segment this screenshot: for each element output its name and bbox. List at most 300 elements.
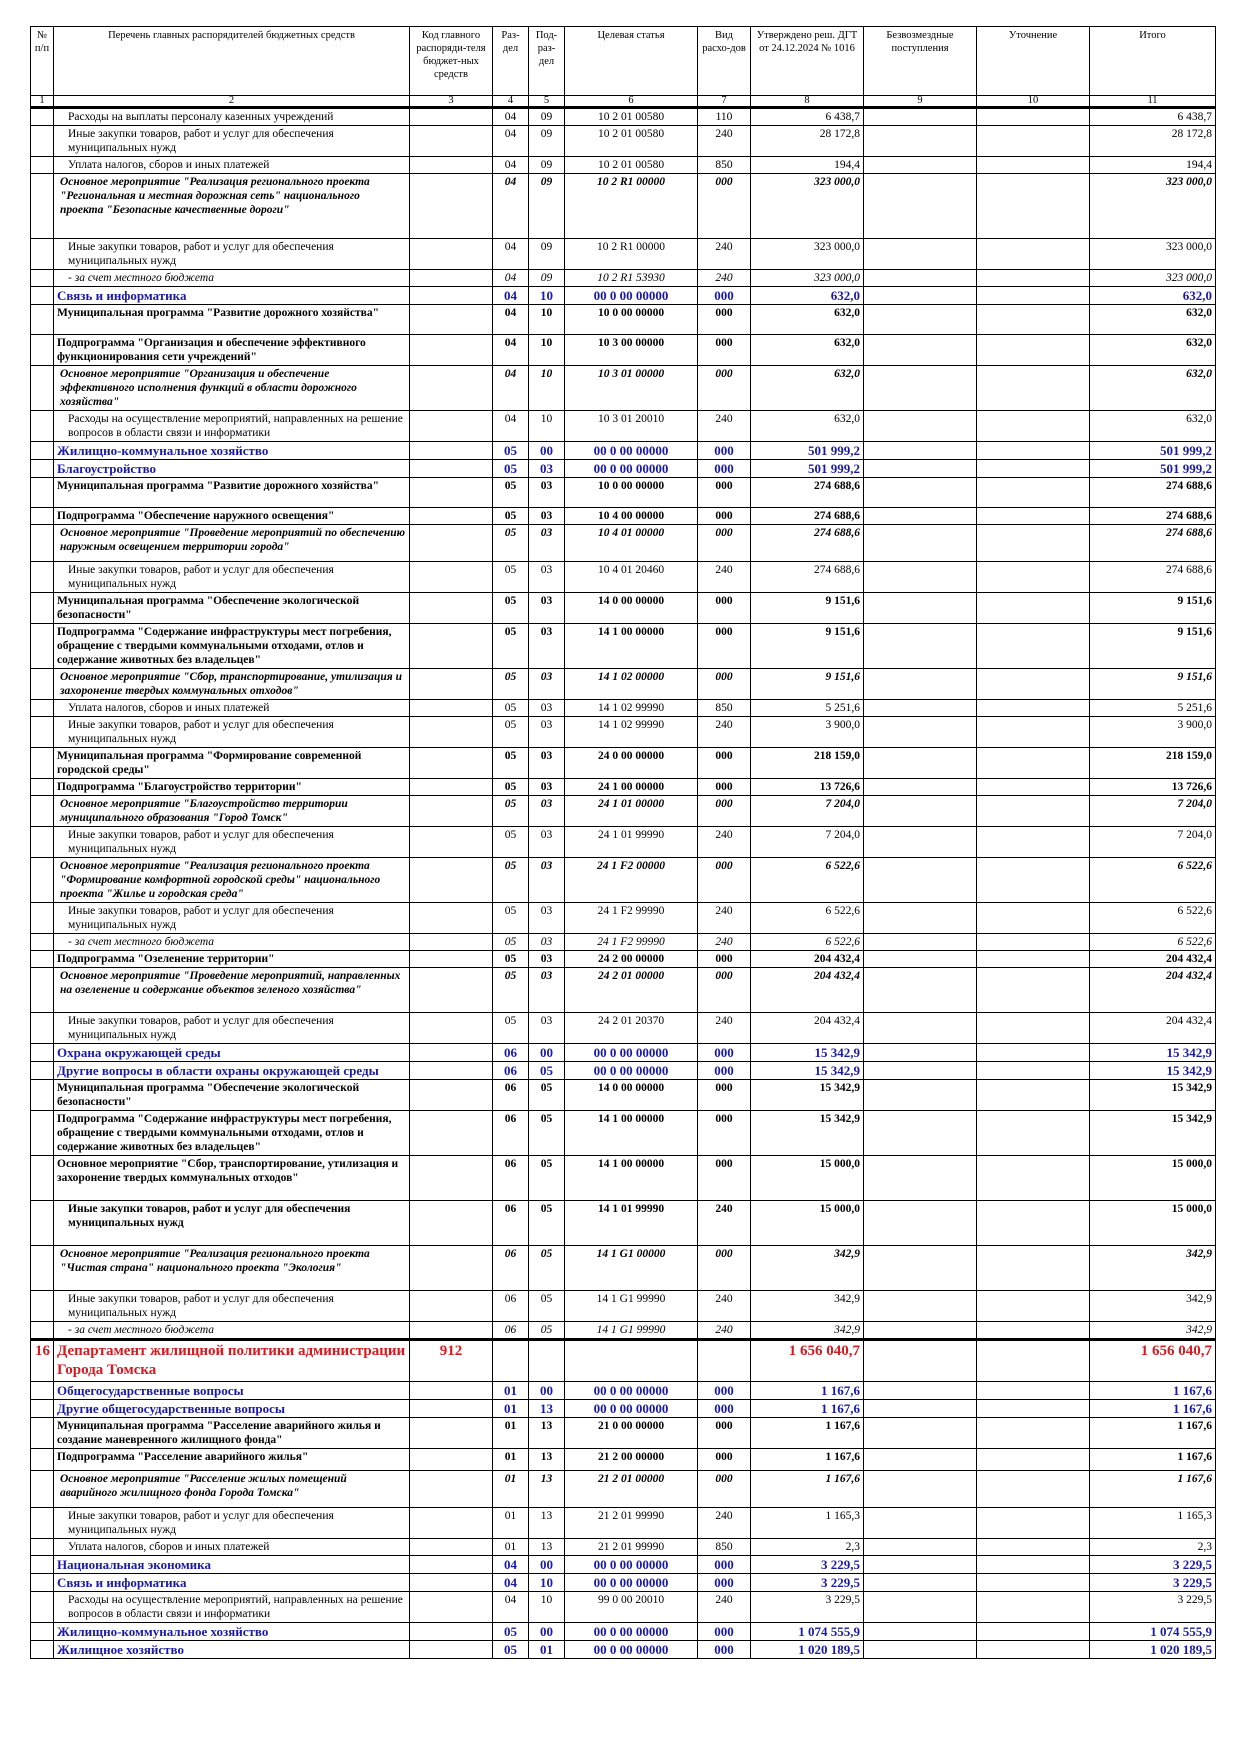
row-total-amount: 3 900,0 (1090, 717, 1216, 748)
row-subsection: 10 (529, 305, 565, 335)
row-name: Иные закупки товаров, работ и услуг для обеспечения муниципальных нужд (54, 126, 410, 157)
row-distributor-code (410, 411, 493, 442)
row-expense-type: 000 (698, 1246, 751, 1291)
activity-row (31, 1471, 1216, 1508)
row-target-item: 00 0 00 00000 (565, 1382, 698, 1400)
row-subsection: 05 (529, 1322, 565, 1340)
row-expense-type: 000 (698, 366, 751, 411)
row-target-item: 10 3 00 00000 (565, 335, 698, 366)
row-adjustment (977, 858, 1090, 903)
row-target-item: 14 1 G1 99990 (565, 1322, 698, 1340)
column-number: 5 (529, 96, 565, 108)
row-adjustment (977, 796, 1090, 827)
row-total-amount: 15 342,9 (1090, 1044, 1216, 1062)
row-grants (864, 1471, 977, 1508)
row-approved-amount: 28 172,8 (751, 126, 864, 157)
row-total-amount: 323 000,0 (1090, 174, 1216, 239)
row-distributor-code (410, 126, 493, 157)
row-target-item: 24 2 00 00000 (565, 951, 698, 968)
row-expense-type: 000 (698, 1556, 751, 1574)
row-distributor-code (410, 1246, 493, 1291)
row-approved-amount: 632,0 (751, 366, 864, 411)
row-grants (864, 717, 977, 748)
column-number: 9 (864, 96, 977, 108)
row-section: 04 (493, 108, 529, 126)
row-distributor-code (410, 335, 493, 366)
row-name: Подпрограмма "Расселение аварийного жилья" (54, 1449, 410, 1471)
row-target-item: 14 0 00 00000 (565, 593, 698, 624)
row-expense-type: 240 (698, 717, 751, 748)
row-subsection: 03 (529, 779, 565, 796)
row-approved-amount: 323 000,0 (751, 270, 864, 287)
section-row (31, 1062, 1216, 1080)
row-subsection: 05 (529, 1111, 565, 1156)
row-adjustment (977, 903, 1090, 934)
row-number (31, 624, 54, 669)
row-total-amount: 501 999,2 (1090, 460, 1216, 478)
row-distributor-code (410, 157, 493, 174)
row-target-item: 10 4 01 00000 (565, 525, 698, 562)
row-adjustment (977, 1080, 1090, 1111)
row-expense-type: 240 (698, 239, 751, 270)
row-number (31, 562, 54, 593)
row-name: Национальная экономика (54, 1556, 410, 1574)
row-subsection: 05 (529, 1080, 565, 1111)
row-total-amount: 9 151,6 (1090, 624, 1216, 669)
row-adjustment (977, 1291, 1090, 1322)
header-section: Раз-дел (493, 27, 529, 96)
row-section: 01 (493, 1418, 529, 1449)
row-name: Основное мероприятие "Сбор, транспортирование, утилизация и захоронение твердых коммунальных отходов" (54, 669, 410, 700)
row-target-item: 21 2 01 00000 (565, 1471, 698, 1508)
row-approved-amount: 3 229,5 (751, 1574, 864, 1592)
row-total-amount: 6 522,6 (1090, 903, 1216, 934)
row-target-item: 10 3 01 20010 (565, 411, 698, 442)
row-expense-type: 240 (698, 411, 751, 442)
row-approved-amount: 632,0 (751, 287, 864, 305)
row-target-item: 24 2 01 20370 (565, 1013, 698, 1044)
row-total-amount: 15 342,9 (1090, 1080, 1216, 1111)
row-grants (864, 366, 977, 411)
row-section: 04 (493, 239, 529, 270)
row-section: 06 (493, 1156, 529, 1201)
row-name: Муниципальная программа "Развитие дорожного хозяйства" (54, 305, 410, 335)
expense-row (31, 1291, 1216, 1322)
column-number: 8 (751, 96, 864, 108)
row-approved-amount: 204 432,4 (751, 968, 864, 1013)
row-approved-amount: 3 229,5 (751, 1556, 864, 1574)
activity-row (31, 968, 1216, 1013)
row-number (31, 700, 54, 717)
row-distributor-code (410, 1592, 493, 1623)
row-expense-type: 000 (698, 1400, 751, 1418)
row-target-item: 00 0 00 00000 (565, 1641, 698, 1659)
row-section: 04 (493, 1592, 529, 1623)
row-adjustment (977, 951, 1090, 968)
row-total-amount: 3 229,5 (1090, 1574, 1216, 1592)
row-subsection: 03 (529, 478, 565, 508)
row-number (31, 508, 54, 525)
row-subsection: 10 (529, 411, 565, 442)
row-number (31, 157, 54, 174)
row-approved-amount: 194,4 (751, 157, 864, 174)
row-approved-amount: 15 342,9 (751, 1062, 864, 1080)
row-section: 05 (493, 1623, 529, 1641)
row-subsection: 03 (529, 796, 565, 827)
row-adjustment (977, 287, 1090, 305)
column-number: 3 (410, 96, 493, 108)
row-subsection: 03 (529, 525, 565, 562)
row-name: Иные закупки товаров, работ и услуг для обеспечения муниципальных нужд (54, 903, 410, 934)
row-adjustment (977, 1156, 1090, 1201)
row-distributor-code (410, 1508, 493, 1539)
row-section: 04 (493, 305, 529, 335)
row-target-item: 14 1 02 99990 (565, 717, 698, 748)
expense-row (31, 1508, 1216, 1539)
row-section: 05 (493, 700, 529, 717)
row-total-amount: 1 167,6 (1090, 1400, 1216, 1418)
row-subsection: 10 (529, 1592, 565, 1623)
row-section: 04 (493, 287, 529, 305)
row-subsection: 09 (529, 270, 565, 287)
row-subsection: 05 (529, 1201, 565, 1246)
local-budget-row (31, 270, 1216, 287)
program-row (31, 593, 1216, 624)
row-adjustment (977, 525, 1090, 562)
row-total-amount: 9 151,6 (1090, 593, 1216, 624)
row-target-item: 10 2 01 00580 (565, 157, 698, 174)
header-total: Итого (1090, 27, 1216, 96)
section-row (31, 1382, 1216, 1400)
row-grants (864, 157, 977, 174)
row-number (31, 1418, 54, 1449)
expense-row (31, 157, 1216, 174)
expense-row (31, 700, 1216, 717)
row-number (31, 1539, 54, 1556)
row-grants (864, 239, 977, 270)
row-number (31, 108, 54, 126)
row-distributor-code (410, 1382, 493, 1400)
row-section: 01 (493, 1449, 529, 1471)
row-distributor-code (410, 1322, 493, 1340)
row-distributor-code (410, 624, 493, 669)
header-expense-type: Вид расхо-дов (698, 27, 751, 96)
row-distributor-code (410, 779, 493, 796)
row-approved-amount: 6 522,6 (751, 934, 864, 951)
row-total-amount: 6 522,6 (1090, 858, 1216, 903)
row-total-amount: 632,0 (1090, 335, 1216, 366)
row-number (31, 1062, 54, 1080)
row-grants (864, 1574, 977, 1592)
row-approved-amount: 13 726,6 (751, 779, 864, 796)
row-target-item: 21 2 01 99990 (565, 1508, 698, 1539)
expense-row (31, 411, 1216, 442)
row-distributor-code (410, 366, 493, 411)
row-name: Иные закупки товаров, работ и услуг для обеспечения муниципальных нужд (54, 1201, 410, 1246)
row-target-item: 24 1 01 00000 (565, 796, 698, 827)
expense-row (31, 126, 1216, 157)
row-total-amount: 632,0 (1090, 305, 1216, 335)
row-expense-type (698, 1340, 751, 1382)
row-name: Основное мероприятие "Благоустройство территории муниципального образования "Город Томск" (54, 796, 410, 827)
row-target-item: 00 0 00 00000 (565, 1400, 698, 1418)
row-adjustment (977, 460, 1090, 478)
row-approved-amount: 204 432,4 (751, 951, 864, 968)
row-approved-amount: 15 000,0 (751, 1201, 864, 1246)
row-expense-type: 000 (698, 779, 751, 796)
row-section: 04 (493, 270, 529, 287)
row-approved-amount: 632,0 (751, 411, 864, 442)
row-distributor-code (410, 1449, 493, 1471)
row-name: Основное мероприятие "Реализация регионального проекта "Формирование комфортной городской среды" национального проекта "Жилье и городская среда" (54, 858, 410, 903)
row-number (31, 1080, 54, 1111)
expense-row (31, 1013, 1216, 1044)
row-name: Основное мероприятие "Проведение мероприятий, направленных на озеленение и содержание объектов зеленого хозяйства" (54, 968, 410, 1013)
row-distributor-code (410, 305, 493, 335)
column-number: 6 (565, 96, 698, 108)
row-grants (864, 1449, 977, 1471)
row-number (31, 968, 54, 1013)
row-adjustment (977, 1062, 1090, 1080)
row-section: 06 (493, 1201, 529, 1246)
row-number (31, 442, 54, 460)
row-adjustment (977, 669, 1090, 700)
row-subsection: 05 (529, 1291, 565, 1322)
row-expense-type: 000 (698, 796, 751, 827)
row-grants (864, 951, 977, 968)
row-adjustment (977, 174, 1090, 239)
row-expense-type: 000 (698, 442, 751, 460)
row-section: 05 (493, 508, 529, 525)
row-distributor-code (410, 1156, 493, 1201)
row-approved-amount: 342,9 (751, 1291, 864, 1322)
row-number (31, 411, 54, 442)
row-subsection: 03 (529, 968, 565, 1013)
row-name: Муниципальная программа "Развитие дорожного хозяйства" (54, 478, 410, 508)
row-section: 05 (493, 525, 529, 562)
local-budget-row (31, 934, 1216, 951)
row-approved-amount: 9 151,6 (751, 593, 864, 624)
row-name: Жилищно-коммунальное хозяйство (54, 442, 410, 460)
row-approved-amount: 9 151,6 (751, 624, 864, 669)
row-expense-type: 000 (698, 174, 751, 239)
row-subsection: 10 (529, 287, 565, 305)
row-target-item: 00 0 00 00000 (565, 460, 698, 478)
row-subsection: 13 (529, 1418, 565, 1449)
row-subsection: 00 (529, 1044, 565, 1062)
row-approved-amount: 15 342,9 (751, 1080, 864, 1111)
row-number (31, 1246, 54, 1291)
row-target-item: 10 0 00 00000 (565, 305, 698, 335)
row-adjustment (977, 1418, 1090, 1449)
column-number: 1 (31, 96, 54, 108)
row-name: - за счет местного бюджета (54, 1322, 410, 1340)
row-total-amount: 274 688,6 (1090, 508, 1216, 525)
row-target-item: 14 1 00 00000 (565, 1156, 698, 1201)
section-row (31, 1574, 1216, 1592)
section-row (31, 1044, 1216, 1062)
row-target-item: 00 0 00 00000 (565, 287, 698, 305)
row-adjustment (977, 1641, 1090, 1659)
row-total-amount: 194,4 (1090, 157, 1216, 174)
row-section: 06 (493, 1111, 529, 1156)
row-total-amount: 15 000,0 (1090, 1201, 1216, 1246)
row-distributor-code (410, 669, 493, 700)
row-name: Подпрограмма "Организация и обеспечение эффективного функционирования сети учреждений" (54, 335, 410, 366)
row-subsection: 03 (529, 717, 565, 748)
row-section: 06 (493, 1080, 529, 1111)
row-grants (864, 1641, 977, 1659)
row-approved-amount: 15 342,9 (751, 1044, 864, 1062)
expense-row (31, 1201, 1216, 1246)
row-distributor-code (410, 1556, 493, 1574)
row-name: Подпрограмма "Обеспечение наружного освещения" (54, 508, 410, 525)
row-grants (864, 508, 977, 525)
row-name: Расходы на осуществление мероприятий, направленных на решение вопросов в области связи и информатики (54, 411, 410, 442)
row-name: Подпрограмма "Благоустройство территории" (54, 779, 410, 796)
program-row (31, 1418, 1216, 1449)
row-approved-amount: 342,9 (751, 1322, 864, 1340)
row-approved-amount: 218 159,0 (751, 748, 864, 779)
row-expense-type: 000 (698, 1623, 751, 1641)
row-adjustment (977, 1539, 1090, 1556)
row-number (31, 1156, 54, 1201)
row-adjustment (977, 1449, 1090, 1471)
row-grants (864, 1592, 977, 1623)
expense-row (31, 239, 1216, 270)
row-number (31, 1322, 54, 1340)
row-name: Иные закупки товаров, работ и услуг для обеспечения муниципальных нужд (54, 717, 410, 748)
row-expense-type: 240 (698, 934, 751, 951)
row-expense-type: 000 (698, 1062, 751, 1080)
row-target-item: 10 3 01 00000 (565, 366, 698, 411)
row-expense-type: 000 (698, 951, 751, 968)
row-approved-amount: 15 342,9 (751, 1111, 864, 1156)
expense-row (31, 562, 1216, 593)
column-number: 2 (54, 96, 410, 108)
row-distributor-code (410, 1400, 493, 1418)
column-number: 7 (698, 96, 751, 108)
row-grants (864, 796, 977, 827)
row-approved-amount: 7 204,0 (751, 796, 864, 827)
row-target-item: 00 0 00 00000 (565, 1556, 698, 1574)
row-approved-amount: 274 688,6 (751, 478, 864, 508)
column-number: 10 (977, 96, 1090, 108)
row-section: 06 (493, 1044, 529, 1062)
row-number (31, 1382, 54, 1400)
row-name: Основное мероприятие "Реализация регионального проекта "Региональная и местная дорожная сеть" национального проекта "Безопасные качественные дороги" (54, 174, 410, 239)
row-target-item: 00 0 00 00000 (565, 1574, 698, 1592)
row-adjustment (977, 366, 1090, 411)
row-section: 05 (493, 624, 529, 669)
program-row (31, 335, 1216, 366)
activity-row (31, 858, 1216, 903)
row-approved-amount: 632,0 (751, 335, 864, 366)
row-expense-type: 000 (698, 1471, 751, 1508)
row-subsection: 09 (529, 157, 565, 174)
row-subsection: 05 (529, 1156, 565, 1201)
row-number (31, 525, 54, 562)
row-total-amount: 323 000,0 (1090, 239, 1216, 270)
row-approved-amount: 1 165,3 (751, 1508, 864, 1539)
program-row (31, 624, 1216, 669)
activity-row (31, 174, 1216, 239)
row-name: Основное мероприятие "Расселение жилых помещений аварийного жилищного фонда Города Томска" (54, 1471, 410, 1508)
row-total-amount: 218 159,0 (1090, 748, 1216, 779)
row-adjustment (977, 562, 1090, 593)
row-distributor-code (410, 1062, 493, 1080)
section-row (31, 1641, 1216, 1659)
row-total-amount: 274 688,6 (1090, 478, 1216, 508)
row-number (31, 1592, 54, 1623)
header-number: № п/п (31, 27, 54, 96)
row-expense-type: 850 (698, 700, 751, 717)
row-grants (864, 748, 977, 779)
row-approved-amount: 1 167,6 (751, 1449, 864, 1471)
row-adjustment (977, 305, 1090, 335)
row-approved-amount: 6 522,6 (751, 903, 864, 934)
row-name: Основное мероприятие "Реализация регионального проекта "Чистая страна" национального проекта "Экология" (54, 1246, 410, 1291)
row-section: 05 (493, 779, 529, 796)
row-section: 05 (493, 1641, 529, 1659)
row-expense-type: 000 (698, 748, 751, 779)
row-expense-type: 000 (698, 1080, 751, 1111)
row-target-item: 10 0 00 00000 (565, 478, 698, 508)
row-distributor-code (410, 562, 493, 593)
header-row (31, 27, 1216, 96)
row-grants (864, 624, 977, 669)
row-grants (864, 1062, 977, 1080)
row-approved-amount: 274 688,6 (751, 525, 864, 562)
row-approved-amount: 1 167,6 (751, 1418, 864, 1449)
row-name: Охрана окружающей среды (54, 1044, 410, 1062)
row-subsection: 13 (529, 1400, 565, 1418)
row-adjustment (977, 934, 1090, 951)
row-adjustment (977, 335, 1090, 366)
row-number (31, 1623, 54, 1641)
row-adjustment (977, 748, 1090, 779)
row-name: Подпрограмма "Содержание инфраструктуры мест погребения, обращение с твердыми коммунальными отходами, отлов и содержание животных без владельцев" (54, 624, 410, 669)
row-target-item: 10 4 01 20460 (565, 562, 698, 593)
row-distributor-code (410, 796, 493, 827)
row-subsection: 03 (529, 700, 565, 717)
row-subsection: 01 (529, 1641, 565, 1659)
row-section: 04 (493, 174, 529, 239)
activity-row (31, 525, 1216, 562)
row-target-item: 00 0 00 00000 (565, 442, 698, 460)
row-number (31, 478, 54, 508)
row-adjustment (977, 1471, 1090, 1508)
row-approved-amount: 274 688,6 (751, 562, 864, 593)
expense-row (31, 108, 1216, 126)
row-subsection: 13 (529, 1508, 565, 1539)
row-number (31, 593, 54, 624)
row-section: 01 (493, 1471, 529, 1508)
row-adjustment (977, 1623, 1090, 1641)
row-total-amount: 5 251,6 (1090, 700, 1216, 717)
row-adjustment (977, 126, 1090, 157)
row-distributor-code (410, 525, 493, 562)
row-adjustment (977, 1013, 1090, 1044)
row-adjustment (977, 1201, 1090, 1246)
row-number (31, 305, 54, 335)
activity-row (31, 366, 1216, 411)
row-expense-type: 240 (698, 562, 751, 593)
row-section: 04 (493, 335, 529, 366)
row-section: 05 (493, 1013, 529, 1044)
activity-row (31, 669, 1216, 700)
row-subsection: 09 (529, 108, 565, 126)
